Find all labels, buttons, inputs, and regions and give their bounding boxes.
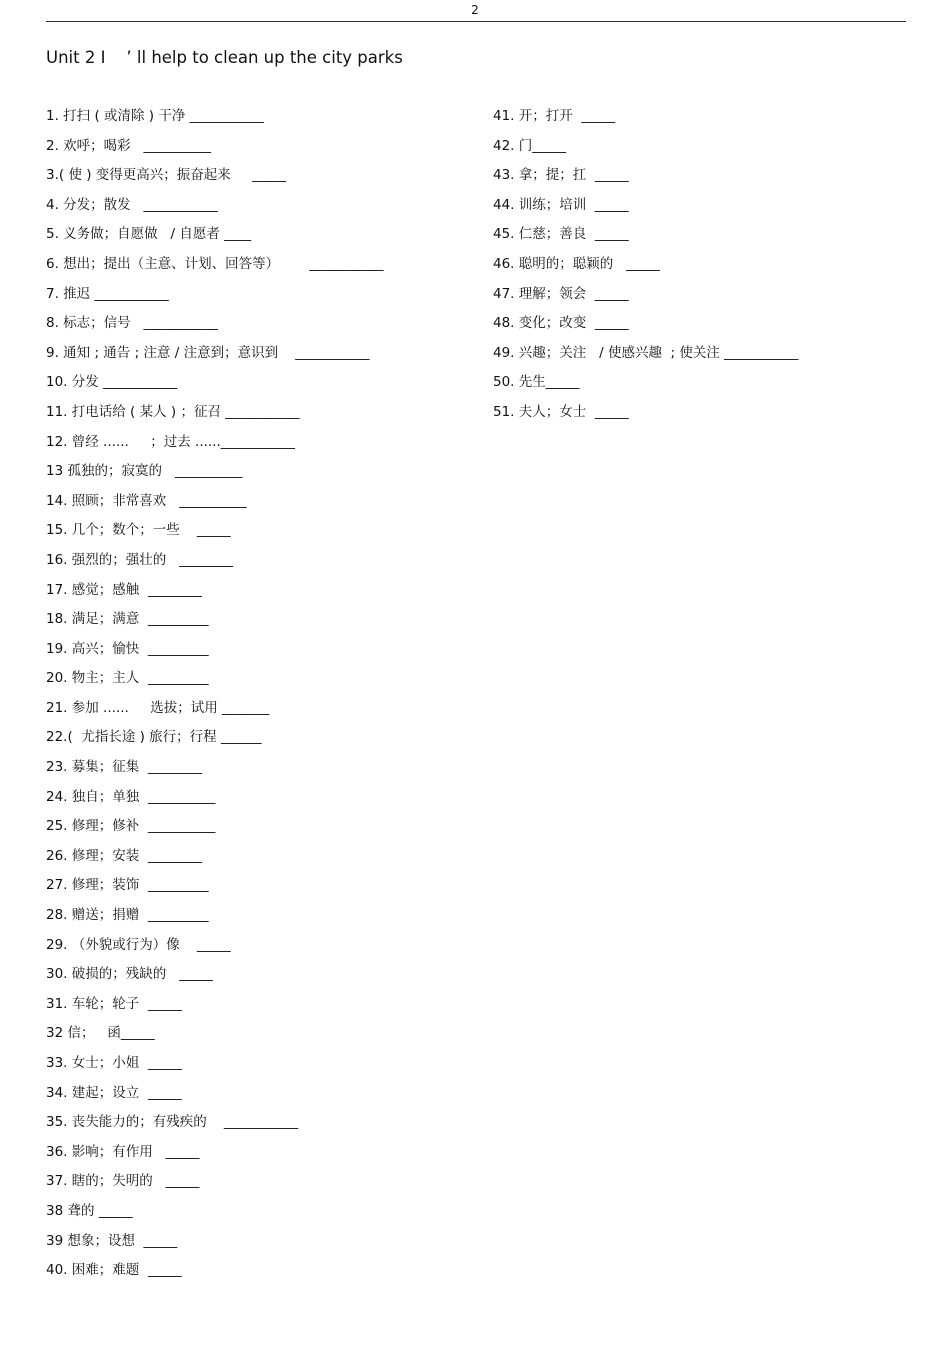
vocabulary-item: 51. 夫人；女士 _____: [493, 403, 629, 420]
vocabulary-item: 46. 聪明的；聪颖的 _____: [493, 255, 660, 272]
vocabulary-item: 31. 车轮；轮子 _____: [46, 995, 182, 1012]
page-number: 2: [471, 3, 479, 17]
vocabulary-item: 45. 仁慈；善良 _____: [493, 226, 629, 243]
vocabulary-item: 27. 修理；装饰 _________: [46, 877, 209, 894]
vocabulary-item: 1. 打扫 ( 或清除 ) 干净 ___________: [46, 108, 264, 124]
vocabulary-item: 36. 影响；有作用 _____: [46, 1143, 200, 1160]
vocabulary-item: 37. 瞎的；失明的 _____: [46, 1173, 200, 1190]
vocabulary-item: 9. 通知 ; 通告 ; 注意 / 注意到；意识到 ___________: [46, 344, 370, 361]
vocabulary-item: 28. 赠送；捐赠 _________: [46, 907, 209, 924]
vocabulary-item: 41. 开；打开 _____: [493, 108, 616, 124]
vocabulary-list-left: [46, 102, 476, 1286]
vocabulary-item: 8. 标志；信号 ___________: [46, 315, 218, 332]
vocabulary-item: 47. 理解；领会 _____: [493, 285, 629, 302]
vocabulary-item: 21. 参加 ...... 选拔；试用 _______: [46, 699, 270, 716]
vocabulary-item: 40. 困难；难题 _____: [46, 1262, 182, 1279]
page-title: Unit 2 I ’ ll help to clean up the city parks: [46, 48, 403, 67]
vocabulary-item: 49. 兴趣；关注 / 使感兴趣 ; 使关注 ___________: [493, 344, 799, 361]
vocabulary-item: 48. 变化；改变 _____: [493, 315, 629, 332]
vocabulary-item: 12. 曾经 ...... ；过去 ......___________: [46, 433, 296, 450]
vocabulary-item: 7. 推迟 ___________: [46, 285, 169, 302]
vocabulary-item: 33. 女士；小姐 _____: [46, 1055, 182, 1071]
vocabulary-item: 22.( 尤指长途 ) 旅行；行程 ______: [46, 729, 262, 746]
vocabulary-item: 39 想象；设想 _____: [46, 1232, 178, 1249]
vocabulary-item: 25. 修理；修补 __________: [46, 818, 216, 835]
vocabulary-item: 20. 物主；主人 _________: [46, 670, 209, 687]
vocabulary-list-right: [493, 102, 913, 428]
header-rule: [46, 21, 906, 22]
vocabulary-item: 6. 想出；提出（主意、计划、回答等） ___________: [46, 255, 384, 272]
vocabulary-item: 44. 训练；培训 _____: [493, 196, 629, 213]
vocabulary-item: 16. 强烈的；强壮的 ________: [46, 551, 234, 568]
vocabulary-item: 24. 独自；单独 __________: [46, 788, 216, 805]
vocabulary-item: 3.( 使 ) 变得更高兴；振奋起来 _____: [46, 167, 286, 184]
vocabulary-item: 18. 满足；满意 _________: [46, 611, 209, 628]
vocabulary-item: 2. 欢呼；喝彩 __________: [46, 137, 212, 154]
vocabulary-item: 50. 先生_____: [493, 374, 580, 391]
vocabulary-item: 15. 几个；数个；一些 _____: [46, 522, 231, 539]
vocabulary-item: 32 信； 函_____: [46, 1025, 155, 1042]
vocabulary-item: 29. （外貌或行为）像 _____: [46, 936, 231, 953]
vocabulary-item: 30. 破损的；残缺的 _____: [46, 966, 213, 983]
vocabulary-item: 19. 高兴；愉快 _________: [46, 640, 209, 657]
vocabulary-item: 10. 分发 ___________: [46, 374, 178, 391]
vocabulary-item: 14. 照顾；非常喜欢 __________: [46, 492, 247, 509]
vocabulary-item: 35. 丧失能力的；有残疾的 ___________: [46, 1114, 299, 1131]
vocabulary-item: 13 孤独的；寂寞的 __________: [46, 463, 243, 480]
vocabulary-item: 11. 打电话给 ( 某人 ) ；征召 ___________: [46, 403, 300, 420]
vocabulary-item: 43. 拿；提；扛 _____: [493, 167, 629, 184]
vocabulary-item: 17. 感觉；感触 ________: [46, 581, 202, 598]
vocabulary-item: 42. 门_____: [493, 137, 567, 154]
vocabulary-item: 38 聋的 _____: [46, 1202, 133, 1219]
vocabulary-item: 23. 募集；征集 ________: [46, 759, 202, 776]
vocabulary-item: 4. 分发；散发 ___________: [46, 196, 218, 213]
vocabulary-item: 26. 修理；安装 ________: [46, 847, 202, 864]
vocabulary-item: 34. 建起；设立 _____: [46, 1084, 182, 1101]
vocabulary-item: 5. 义务做；自愿做 / 自愿者 ____: [46, 226, 252, 243]
